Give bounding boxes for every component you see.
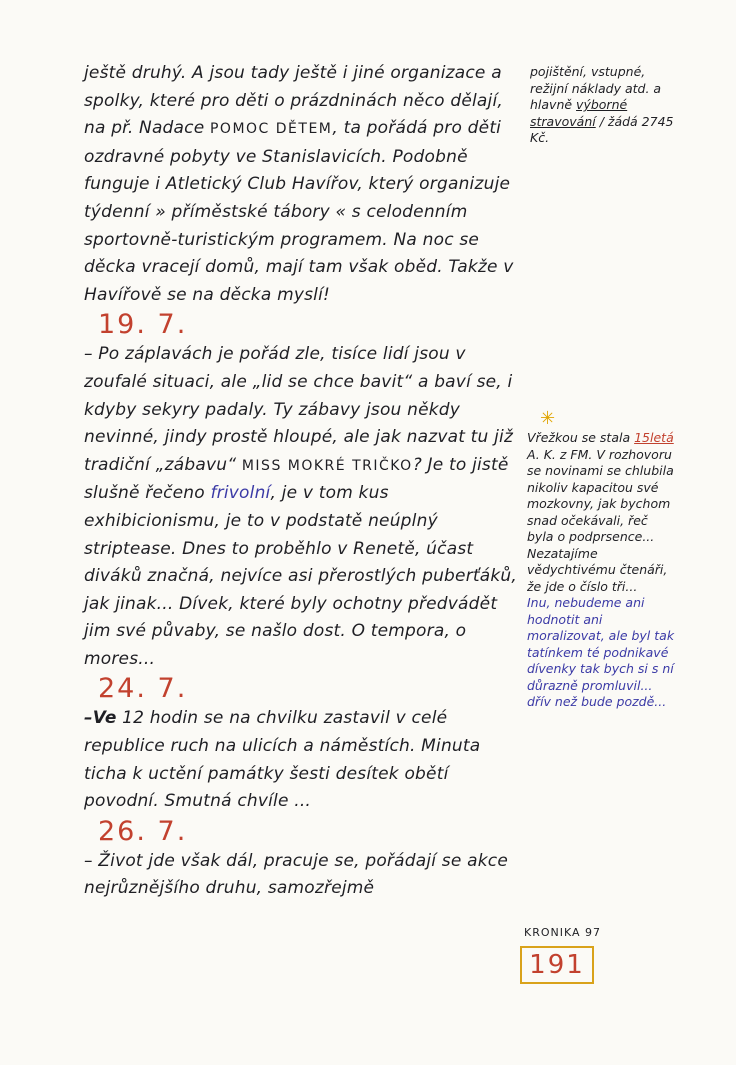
page-number: 191 — [529, 950, 585, 980]
paragraph-intro — [84, 60, 520, 309]
text: ? Je to jistě slušně řečeno — [84, 454, 509, 504]
event-name: MISS MOKRÉ TRIČKO — [241, 457, 413, 474]
main-text-column — [84, 60, 520, 903]
side-note-miss — [527, 430, 677, 711]
text: –Ve — [84, 708, 117, 729]
date-heading-24-7: 24. 7. — [98, 673, 188, 705]
underlined-text: výborné stravování — [530, 97, 628, 129]
paragraph-19-7 — [84, 341, 520, 673]
commentary-text: Inu, nebudeme ani hodnotit ani moralizovat, ale byl tak tatínkem té podnikavé dívenky tak bych si s ní důrazně promluvil... dřív než bude pozdě... — [527, 595, 675, 709]
highlighted-age: 15letá — [634, 430, 674, 445]
organization-name: POMOC DĚTEM — [209, 121, 333, 138]
highlighted-word: frivolní — [210, 483, 271, 504]
date-heading-19-7: 19. 7. — [98, 309, 188, 341]
text: A. K. z FM. V rozhovoru se novinami se chlubila nikoliv kapacitou své mozkovny, jak bychom snad očekávali, řeč byla o podprsence... Nezatajíme vědychtivému čtenáři, že jde o číslo tři... — [527, 446, 674, 594]
chronicle-label: KRONIKA 97 — [524, 926, 602, 939]
date-heading-26-7: 26. 7. — [98, 815, 188, 847]
text: pojištění, vstupné, režijní náklady atd. a hlavně — [530, 64, 662, 112]
paragraph-24-7 — [84, 705, 520, 815]
text: , je v tom kus exhibicionismu, je to v podstatě neúplný striptease. Dnes to proběhlo v Renetě, účast diváků značná, nejvíce asi přerostlých puberťáků, jak jinak... Dívek, které byly ochotny předvádět jim své půvaby, se našlo dost. O tempora, o mores... — [84, 483, 517, 669]
text: , ta pořádá pro děti ozdravné pobyty ve Stanislavicích. Podobně funguje i Atletický Club Havířov, který organizuje týdenní » příměstské tábory « s celodenním sportovně-turistickým programem. Na noc se děcka vracejí domů, mají tam však oběd. Takže v Havířově se na děcka myslí! — [84, 118, 514, 305]
text: / žádá 2745 Kč. — [530, 113, 674, 145]
text: ještě druhý. A jsou tady ještě i jiné organizace a spolky, které pro děti o prázdninách něco dělají, na př. Nadace — [84, 63, 503, 139]
asterisk-icon: ✳ — [540, 408, 556, 429]
text: Vřežkou se stala — [527, 430, 635, 445]
page-number-box — [520, 946, 594, 984]
text: 12 hodin se na chvilku zastavil v celé republice ruch na ulicích a náměstích. Minuta ticha k uctění památky šesti desítek obětí povodní. Smutná chvíle ... — [84, 708, 481, 812]
paragraph-26-7 — [84, 848, 520, 903]
text: – Život jde však dál, pracuje se, pořádají se akce nejrůznějšího druhu, samozřejmě — [84, 850, 508, 899]
text: – Po záplavách je pořád zle, tisíce lidí jsou v zoufalé situaci, ale „lid se chce bavit“ a baví se, i kdyby sekyry padaly. Ty zábavy jsou někdy nevinné, jindy prostě hloupé, ale jak nazvat tu již tradiční „zábavu“ — [84, 344, 514, 475]
side-note-costs — [530, 64, 678, 147]
